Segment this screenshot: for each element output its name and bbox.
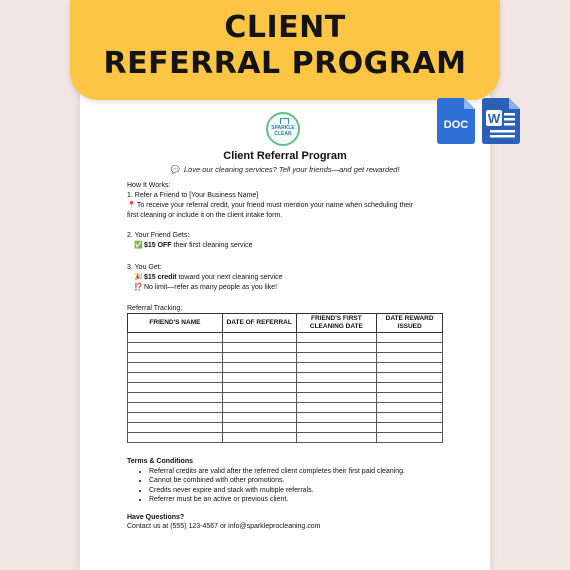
terms-item: • Cannot be combined with other promotions. (149, 476, 405, 486)
step-2-text: 2. Your Friend Gets: (127, 232, 190, 239)
table-cell[interactable] (222, 343, 296, 353)
table-cell[interactable] (128, 423, 223, 433)
terms-item: • Credits never expire and stack with multiple referrals. (149, 486, 405, 496)
table-cell[interactable] (222, 383, 296, 393)
step-1-text: 1. Refer a Friend to [Your Business Name] (127, 192, 259, 199)
table-cell[interactable] (222, 363, 296, 373)
referral-tracking-heading: Referral Tracking: (127, 305, 183, 312)
step-3-detail: 🎉 $15 credit toward your next cleaning service (134, 274, 283, 281)
table-cell[interactable] (222, 403, 296, 413)
column-header-date-reward-issued: DATE REWARD ISSUED (377, 314, 443, 333)
table-cell[interactable] (296, 333, 377, 343)
table-row (128, 433, 443, 443)
table-cell[interactable] (296, 383, 377, 393)
document-page (80, 90, 490, 570)
table-cell[interactable] (377, 403, 443, 413)
banner-title-line-1: CLIENT (224, 10, 346, 45)
table-row (128, 393, 443, 403)
friend-gets-section (127, 231, 253, 251)
step-2-detail: ✅ $15 OFF their first cleaning service (134, 242, 253, 249)
table-body (128, 333, 443, 443)
table-row (128, 403, 443, 413)
table-cell[interactable] (377, 433, 443, 443)
table-row (128, 363, 443, 373)
table-cell[interactable] (377, 363, 443, 373)
column-header-friends-name: FRIEND'S NAME (128, 314, 223, 333)
table-cell[interactable] (128, 413, 223, 423)
referrer-credit: $15 credit (143, 274, 177, 281)
terms-item: • Referrer must be an active or previous client. (149, 495, 405, 505)
step-3-text: 3. You Get: (127, 264, 162, 271)
table-header-row (128, 314, 443, 333)
table-cell[interactable] (296, 423, 377, 433)
svg-text:W: W (487, 111, 501, 126)
table-cell[interactable] (128, 333, 223, 343)
banner-title-line-2: REFERRAL PROGRAM (103, 46, 467, 81)
table-cell[interactable] (377, 373, 443, 383)
microsoft-word-icon (482, 98, 520, 144)
exclamation-icon: ⁉️ (134, 284, 143, 291)
table-cell[interactable] (377, 343, 443, 353)
table-row (128, 343, 443, 353)
table-cell[interactable] (222, 393, 296, 403)
house-icon (280, 118, 289, 124)
questions-heading: Have Questions? (127, 513, 185, 521)
step-1-detail-1: 📍 To receive your referral credit, your friend must mention your name when scheduling their (127, 202, 414, 209)
column-header-first-cleaning-date: FRIEND'S FIRST CLEANING DATE (296, 314, 377, 333)
table-cell[interactable] (128, 433, 223, 443)
terms-heading: Terms & Conditions (127, 458, 193, 465)
table-cell[interactable] (128, 403, 223, 413)
how-it-works-section (127, 181, 413, 221)
table-cell[interactable] (222, 333, 296, 343)
title-banner (70, 0, 500, 100)
contact-info: Contact us at (555) 123-4567 or info@sparkleprocleaning.com (127, 523, 321, 530)
terms-section (127, 457, 405, 532)
terms-item: • Referral credits are valid after the referred client completes their first paid cleaning. (149, 467, 405, 477)
table-row (128, 383, 443, 393)
table-cell[interactable] (377, 383, 443, 393)
table-cell[interactable] (128, 353, 223, 363)
doc-icon-label: DOC (443, 119, 469, 131)
table-cell[interactable] (128, 383, 223, 393)
table-row (128, 413, 443, 423)
table-cell[interactable] (377, 413, 443, 423)
table-cell[interactable] (222, 423, 296, 433)
table-cell[interactable] (377, 333, 443, 343)
table-cell[interactable] (222, 433, 296, 443)
table-cell[interactable] (377, 393, 443, 403)
table-cell[interactable] (128, 373, 223, 383)
friend-discount: $15 OFF (143, 242, 172, 249)
table-cell[interactable] (128, 343, 223, 353)
pin-icon: 📍 (127, 202, 136, 209)
table-row (128, 373, 443, 383)
column-header-date-of-referral: DATE OF REFERRAL (222, 314, 296, 333)
how-it-works-heading: How It Works: (127, 182, 171, 189)
table-row (128, 353, 443, 363)
you-get-section (127, 263, 282, 293)
terms-list (127, 467, 405, 505)
table-cell[interactable] (296, 353, 377, 363)
table-cell[interactable] (296, 433, 377, 443)
table-cell[interactable] (377, 353, 443, 363)
table-cell[interactable] (222, 413, 296, 423)
check-icon: ✅ (134, 242, 143, 249)
table-cell[interactable] (128, 363, 223, 373)
table-row (128, 423, 443, 433)
table-row (128, 333, 443, 343)
table-cell[interactable] (377, 423, 443, 433)
no-limit-note: ⁉️ No limit—refer as many people as you like! (134, 284, 278, 291)
table-cell[interactable] (296, 343, 377, 353)
table-cell[interactable] (296, 363, 377, 373)
party-icon: 🎉 (134, 274, 143, 281)
logo-text-line-1: SPARKLE (271, 125, 295, 131)
referral-tracking-table (127, 313, 443, 443)
speech-bubble-icon: 💬 (170, 165, 180, 174)
step-1-detail-2: first cleaning or include it on the client intake form. (127, 212, 283, 219)
table-cell[interactable] (296, 393, 377, 403)
document-title: Client Referral Program (223, 150, 347, 162)
document-subtitle (80, 165, 490, 174)
table-cell[interactable] (296, 413, 377, 423)
google-docs-icon (437, 98, 475, 144)
sparkle-clean-logo (266, 112, 300, 146)
table-cell[interactable] (222, 373, 296, 383)
table-cell[interactable] (222, 353, 296, 363)
table-cell[interactable] (128, 393, 223, 403)
subtitle-text: Love our cleaning services? Tell your friends—and get rewarded! (183, 165, 400, 174)
table-cell[interactable] (296, 403, 377, 413)
logo-text-line-2: CLEAN (274, 131, 292, 137)
table-cell[interactable] (296, 373, 377, 383)
